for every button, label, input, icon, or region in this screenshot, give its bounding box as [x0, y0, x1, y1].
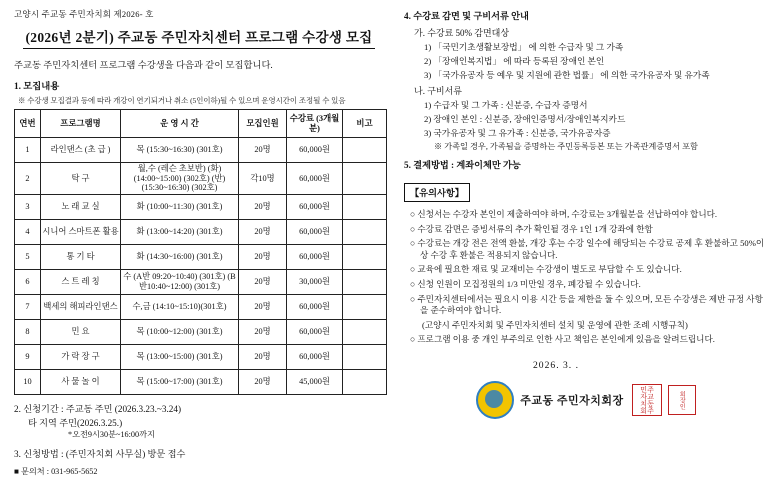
cell-no: 3: [15, 194, 41, 219]
cell-program: 가 락 장 구: [41, 344, 121, 369]
cell-fee: 30,000원: [287, 269, 343, 294]
cell-time: 목 (15:30~16:30) (301호): [121, 138, 239, 163]
section3-heading: 3. 신청방법 : (주민자치회 사무실) 방문 접수: [14, 448, 186, 459]
cell-program: 탁 구: [41, 163, 121, 195]
col-header-capacity: 모집인원: [239, 110, 287, 138]
section3: [14, 446, 386, 477]
notice-item: ○ 수강료는 개강 전은 전액 환불, 개강 후는 수강 일수에 해당되는 수강료 공제 후 환불하고 50%이상 수강 후 환불은 적용되지 않습니다.: [410, 238, 765, 260]
title-block: [12, 26, 386, 49]
list-item: 2) 「장애인복지법」 에 따라 등록된 장애인 본인: [424, 56, 605, 66]
notice-text: 신청서는 수강자 본인이 제출하여야 하며, 수강료는 3개월분을 선납하여야 합니다.: [417, 209, 718, 219]
cell-remark: [343, 269, 387, 294]
cell-capacity: 20명: [239, 369, 287, 394]
notice-item: ○ 교육에 필요한 재료 및 교재비는 수강생이 별도로 부담할 수 도 있습니다.: [410, 264, 682, 275]
notice-item: ○ 신청 인원이 모집정원의 1/3 미만일 경우, 폐강될 수 있습니다.: [410, 278, 641, 289]
col-header-no: 연번: [15, 110, 41, 138]
table-header-row: [15, 110, 387, 138]
cell-program: 통 기 타: [41, 244, 121, 269]
page-title: (2026년 2분기) 주교동 주민자치센터 프로그램 수강생 모집: [23, 26, 374, 49]
cell-no: 2: [15, 163, 41, 195]
cell-program: 민 요: [41, 319, 121, 344]
table-row: [15, 219, 387, 244]
cell-capacity: 20명: [239, 244, 287, 269]
table-row: [15, 369, 387, 394]
cell-no: 1: [15, 138, 41, 163]
table-row: [15, 194, 387, 219]
notice-item: ○ 신청서는 수강자 본인이 제출하여야 하며, 수강료는 3개월분을 선납하여야 합니다.: [410, 209, 718, 219]
list-item: 1) 「국민기초생활보장법」 에 의한 수급자 및 그 가족: [424, 42, 624, 52]
cell-time: 목 (15:00~17:00) (301호): [121, 369, 239, 394]
contact-line: ■ 문의처 : 031-965-5652: [14, 466, 98, 476]
notice-text: 교육에 필요한 재료 및 교재비는 수강생이 별도로 부담할 수 도 있습니다.: [417, 264, 682, 275]
cell-time: 화 (10:00~11:30) (301호): [121, 194, 239, 219]
notice-box-title: 【유의사항】: [404, 183, 470, 202]
list-item: 2) 장애인 본인 : 신분증, 장애인증명서/장애인복지카드: [424, 114, 626, 124]
cell-no: 6: [15, 269, 41, 294]
notice-subnote: (고양시 주민자치회 및 주민자치센터 설치 및 운영에 관한 조례 시행규칙): [422, 319, 688, 330]
notice-item: ○ 수강료 감면은 증빙서류의 추가 확인될 경우 1인 1개 강좌에 한함: [410, 223, 653, 234]
cell-no: 4: [15, 219, 41, 244]
cell-no: 9: [15, 344, 41, 369]
section1-heading: 1. 모집내용: [14, 82, 60, 92]
official-seal-icon: 주교동주민자치회: [632, 384, 662, 416]
cell-fee: 60,000원: [287, 163, 343, 195]
cell-capacity: 20명: [239, 319, 287, 344]
program-table: [14, 109, 387, 395]
cell-time: 목 (13:00~15:00) (301호): [121, 344, 239, 369]
notice-item: ○ 프로그램 이용 중 개인 부주의로 인한 사고 책임은 본인에게 있음을 알려드립니다.: [410, 334, 715, 345]
notice-text: 프로그램 이용 중 개인 부주의로 인한 사고 책임은 본인에게 있음을 알려드립니다.: [417, 334, 715, 345]
cell-fee: 60,000원: [287, 219, 343, 244]
table-row: [15, 344, 387, 369]
cell-capacity: 20명: [239, 219, 287, 244]
table-row: [15, 294, 387, 319]
document-number: 고양시 주교동 주민자치회 제2026- 호: [14, 9, 154, 19]
section4-heading: 4. 수강료 감면 및 구비서류 안내: [404, 11, 529, 21]
cell-no: 8: [15, 319, 41, 344]
cell-program: 스 트 레 칭: [41, 269, 121, 294]
right-column: [396, 0, 780, 490]
table-row: [15, 244, 387, 269]
table-row: [15, 319, 387, 344]
cell-remark: [343, 219, 387, 244]
cell-capacity: 20명: [239, 269, 287, 294]
cell-time: 목 (10:00~12:00) (301호): [121, 319, 239, 344]
cell-capacity: 20명: [239, 194, 287, 219]
emblem-icon: [476, 381, 514, 419]
table-row: [15, 269, 387, 294]
section2-note: *오전9시30분~16:00까지: [68, 429, 155, 439]
section5-heading: 5. 결제방법 : 계좌이체만 가능: [404, 160, 521, 170]
cell-remark: [343, 319, 387, 344]
cell-program: 노 래 교 실: [41, 194, 121, 219]
cell-capacity: 20명: [239, 294, 287, 319]
table-row: [15, 138, 387, 163]
cell-capacity: 20명: [239, 138, 287, 163]
cell-capacity: 각10명: [239, 163, 287, 195]
col-header-program: 프로그램명: [41, 110, 121, 138]
section2: [14, 401, 386, 440]
cell-fee: 60,000원: [287, 138, 343, 163]
cell-remark: [343, 244, 387, 269]
cell-fee: 60,000원: [287, 294, 343, 319]
table-row: [15, 163, 387, 195]
cell-program: 시니어 스마트폰 활용: [41, 219, 121, 244]
cell-fee: 60,000원: [287, 194, 343, 219]
notice-text: 수강료 감면은 증빙서류의 추가 확인될 경우 1인 1개 강좌에 한함: [417, 223, 653, 234]
section4-na-note: ※ 가족일 경우, 가족됨을 증명하는 주민등록등본 또는 가족관계증명서 포함: [434, 142, 698, 151]
cell-no: 7: [15, 294, 41, 319]
cell-capacity: 20명: [239, 344, 287, 369]
notice-text: 주민자치센터에서는 필요시 이용 시간 등을 제한을 둘 수 있으며, 모든 수강생은 제반 규정 사항을 준수하여야 합니다.: [417, 293, 763, 316]
cell-program: 사 물 놀 이: [41, 369, 121, 394]
notice-text: 수강료는 개강 전은 전액 환불, 개강 후는 수강 일수에 해당되는 수강료 공제 후 환불하고 50%이상 수강 후 환불은 적용되지 않습니다.: [417, 238, 765, 260]
cell-time: 수,금 (14:10~15:10)(301호): [121, 294, 239, 319]
cell-remark: [343, 194, 387, 219]
cell-remark: [343, 369, 387, 394]
list-item: 1) 수급자 및 그 가족 : 신분증, 수급자 증명서: [424, 100, 588, 110]
cell-fee: 60,000원: [287, 244, 343, 269]
cell-time: 월,수 (레슨 초보반) (화)(14:00~15:00) (302호) (반)(15:30~16:30) (302호): [121, 163, 239, 195]
section2-heading: 2. 신청기간 : 주교동 주민 (2026.3.23.~3.24): [14, 403, 182, 414]
section4-na-label: 나. 구비서류: [414, 86, 462, 96]
section4-ga-label: 가. 수강료 50% 감면대상: [414, 28, 510, 38]
cell-time: 화 (13:00~14:20) (301호): [121, 219, 239, 244]
cell-no: 5: [15, 244, 41, 269]
list-item: 3) 「국가유공자 등 예우 및 지원에 관한 법률」 에 의한 국가유공자 및 유가족: [424, 70, 710, 80]
notice-item: ○ 주민자치센터에서는 필요시 이용 시간 등을 제한을 둘 수 있으며, 모든 수강생은 제반 규정 사항을 준수하여야 합니다.: [410, 293, 763, 316]
cell-remark: [343, 138, 387, 163]
cell-time: 수 (A반 09:20~10:40) (301호) (B반10:40~12:00) (301호): [121, 269, 239, 294]
cell-remark: [343, 294, 387, 319]
cell-time: 화 (14:30~16:00) (301호): [121, 244, 239, 269]
secondary-seal-icon: 회장인: [668, 385, 696, 415]
lead-paragraph: 주교동 주민자치센터 프로그램 수강생을 다음과 같이 모집합니다.: [14, 61, 273, 71]
cell-no: 10: [15, 369, 41, 394]
col-header-remark: 비고: [343, 110, 387, 138]
cell-fee: 45,000원: [287, 369, 343, 394]
col-header-fee: 수강료 (3개월분): [287, 110, 343, 138]
signature-text: 주교동 주민자치회장: [520, 394, 624, 407]
section1-note: ※ 수강생 모집결과 등에 따라 개강이 연기되거나 취소 (5인이하)될 수 있으며 운영시간이 조정될 수 있음: [18, 96, 346, 105]
issue-date: 2026. 3. .: [533, 359, 579, 371]
notice-text: 신청 인원이 모집정원의 1/3 미만일 경우, 폐강될 수 있습니다.: [417, 278, 641, 289]
cell-remark: [343, 163, 387, 195]
col-header-time: 운 영 시 간: [121, 110, 239, 138]
cell-fee: 60,000원: [287, 344, 343, 369]
table-body: [15, 138, 387, 395]
signature-block: [404, 381, 768, 419]
section2-line2: 타 지역 주민(2026.3.25.): [28, 417, 123, 428]
cell-fee: 60,000원: [287, 319, 343, 344]
cell-remark: [343, 344, 387, 369]
list-item: 3) 국가유공자 및 그 유가족 : 신분증, 국가유공자증: [424, 128, 611, 138]
cell-program: 라인댄스 (초 급 ): [41, 138, 121, 163]
cell-program: 백세의 해피라인댄스: [41, 294, 121, 319]
